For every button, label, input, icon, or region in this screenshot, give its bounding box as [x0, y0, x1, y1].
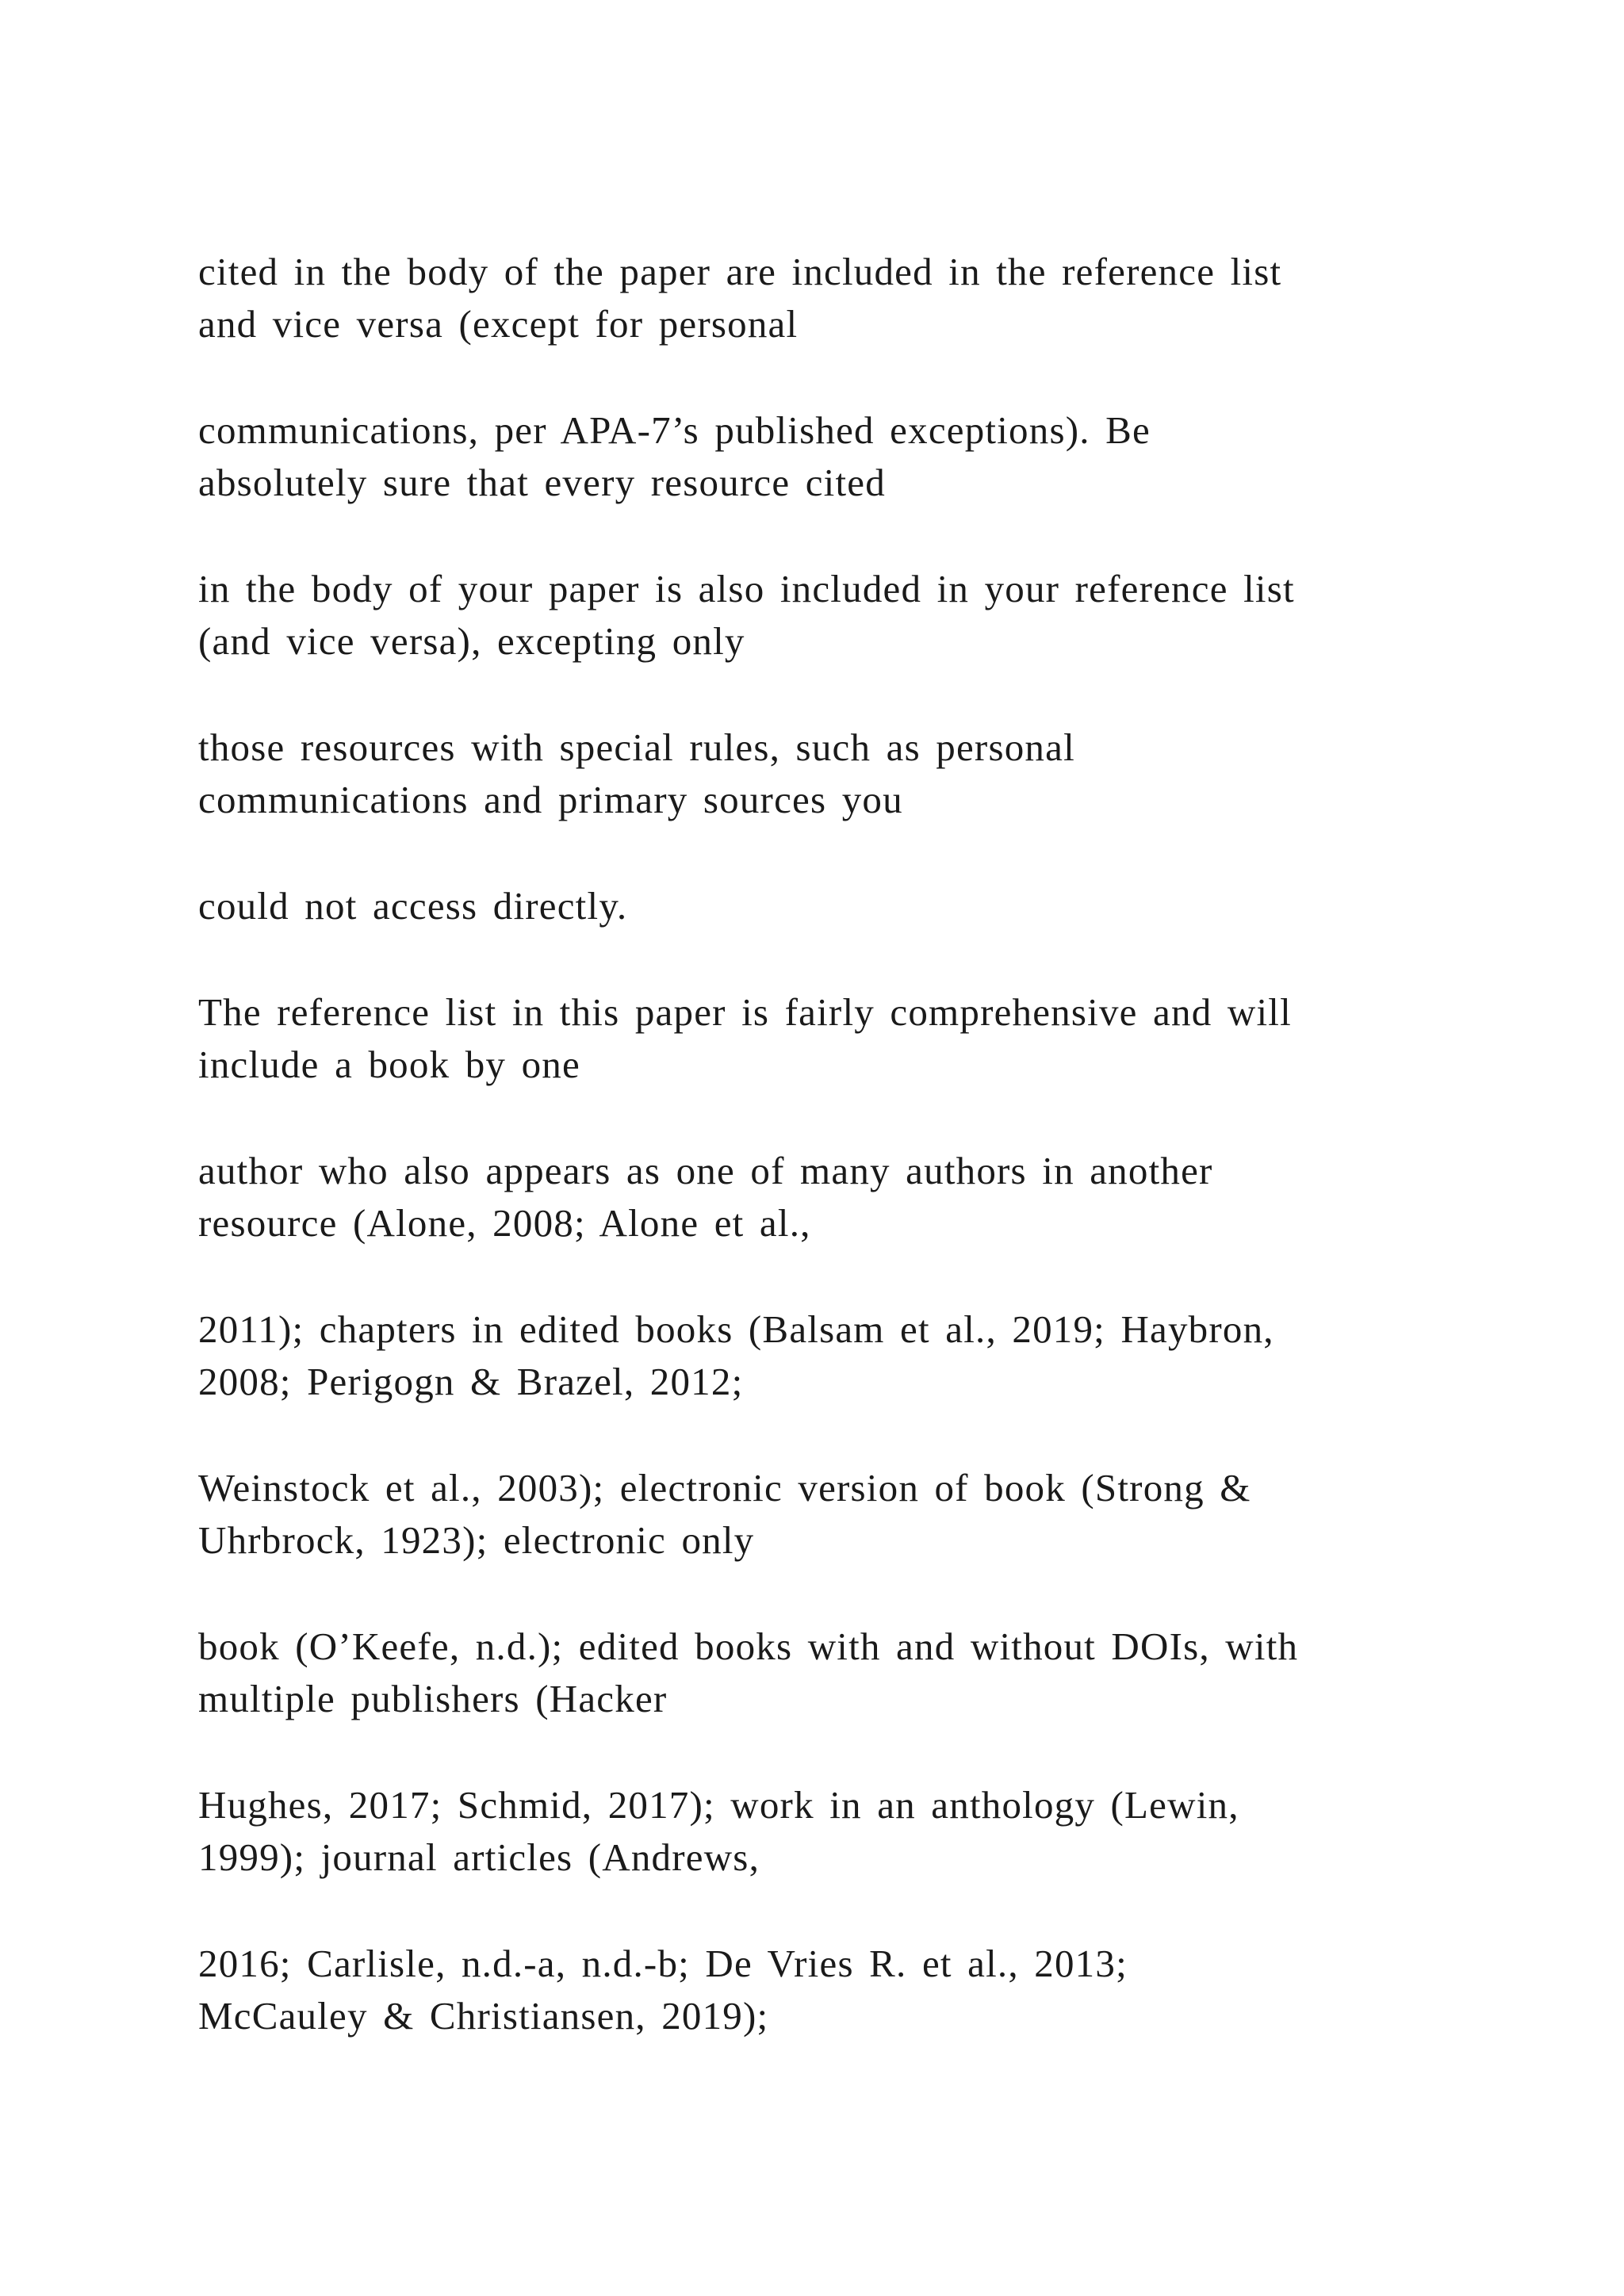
text-line: in the body of your paper is also included in your reference list — [198, 567, 1295, 610]
text-line: 2011); chapters in edited books (Balsam et al., 2019; Haybron, — [198, 1307, 1274, 1351]
paragraph — [198, 986, 1499, 1091]
paragraph — [198, 404, 1499, 509]
paragraph — [198, 1462, 1499, 1567]
text-line: Hughes, 2017; Schmid, 2017); work in an anthology (Lewin, — [198, 1783, 1239, 1827]
text-line: author who also appears as one of many authors in another — [198, 1149, 1213, 1192]
text-line: McCauley & Christiansen, 2019); — [198, 1994, 769, 2038]
text-line: communications, per APA-7’s published exceptions). Be — [198, 408, 1151, 452]
paragraph — [198, 721, 1499, 826]
text-line: resource (Alone, 2008; Alone et al., — [198, 1201, 811, 1245]
text-line: Uhrbrock, 1923); electronic only — [198, 1518, 755, 1562]
text-line: cited in the body of the paper are included in the reference list — [198, 250, 1282, 293]
paragraph — [198, 880, 1499, 932]
text-line: and vice versa (except for personal — [198, 302, 799, 346]
paragraph — [198, 563, 1499, 668]
text-line: book (O’Keefe, n.d.); edited books with and without DOIs, with — [198, 1624, 1299, 1668]
text-line: 2016; Carlisle, n.d.-a, n.d.-b; De Vries R. et al., 2013; — [198, 1942, 1128, 1985]
text-line: 2008; Perigogn & Brazel, 2012; — [198, 1360, 744, 1403]
text-line: include a book by one — [198, 1043, 580, 1086]
text-line: multiple publishers (Hacker — [198, 1677, 668, 1720]
paragraph — [198, 1621, 1499, 1725]
text-line: communications and primary sources you — [198, 778, 903, 821]
paragraph — [198, 246, 1499, 350]
text-line: could not access directly. — [198, 884, 628, 928]
paragraph — [198, 1779, 1499, 1884]
text-line: The reference list in this paper is fairly comprehensive and will — [198, 990, 1292, 1034]
paragraph — [198, 1938, 1499, 2042]
text-line: 1999); journal articles (Andrews, — [198, 1835, 760, 1879]
document-body — [198, 246, 1499, 2096]
text-line: Weinstock et al., 2003); electronic version of book (Strong & — [198, 1466, 1251, 1510]
paragraph — [198, 1303, 1499, 1408]
text-line: those resources with special rules, such as personal — [198, 725, 1075, 769]
text-line: (and vice versa), excepting only — [198, 619, 745, 663]
text-line: absolutely sure that every resource cited — [198, 461, 886, 504]
paragraph — [198, 1145, 1499, 1249]
